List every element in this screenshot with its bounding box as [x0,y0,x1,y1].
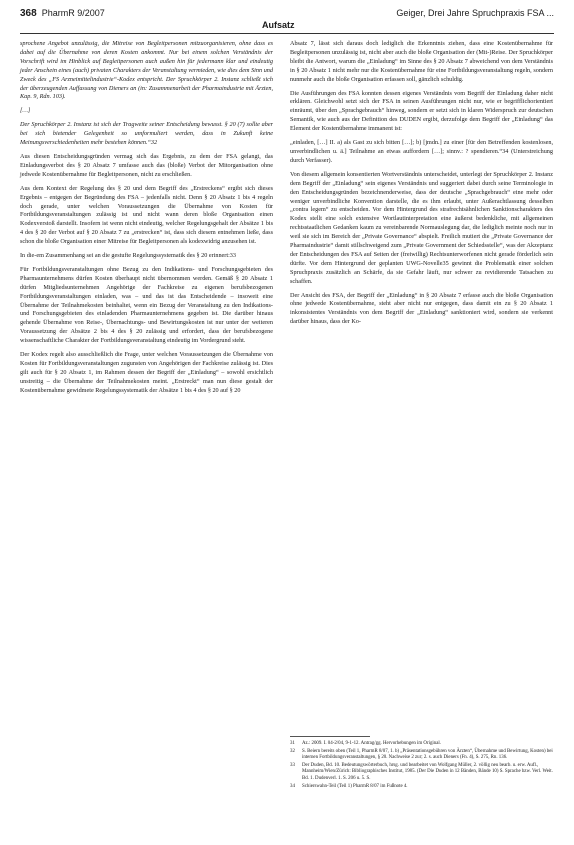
footnote-text: Der Duden, Bd. 10. Bedeutungswörterbuch, hrsg. und bearbeitet von Wolfgang Müller, 2. völlig neu bearb. u. erw. Aufl., Mannheim/Wien/Zürich: Bibliographisches Institut, 1985. (Der Die Duden in 12 Bänden, Bände 10) S. Sprache bzw. Verl. Weit. Bd. 1. Dudenverl. 1. S. 206 u. 5. S. [302,762,553,781]
journal-issue: PharmR 9/2007 [41,8,105,18]
footnote [290,741,553,748]
paragraph: sprochene Angebot unzulässig, die Mitreise von Begleitpersonen mitzuorganisieren, ohne dass es dabei auf die Übernahme von deren Kosten ankommt. Nur bei einem solchen Verständnis der Vorschrift wird im Hinblick auf Begleitpersonen auch außen hin für jedermann klar und eindeutig jeder Anschein eines (auch) privaten Charakters der Veranstaltung vermieden, wie dies dem Sinn und Zweck des „FS Arzneimittelindustrie“-Kodex entspricht. Der Spruchkörper 2. Instanz schließt sich der überzeugenden Auffassung von Dieners an (in: Zusammenarbeit der Pharmaindustrie mit Ärzten, Kap. 9, Rdn. 103). [20,40,273,101]
footnote-number: 31 [290,741,295,746]
footnote [290,784,553,791]
footnote-text: Az.: 2009. I. 04-2/04, 9-1-12. Antrag/gg. Hervorhebungen im Original. [302,741,441,746]
page-header [20,6,554,42]
paragraph: „einladen, […] II. a) als Gast zu sich bitten […]; b) [jmdn.] zu einer [für den Betreffenden kostenlosen, unverbindlichen u. ä.] Teilnahme an etwas auffordern […]; sinnv.: ? spendieren.“34 (Unterstreichung durch Verfasser). [290,139,553,164]
header-left [20,8,105,19]
page-number: 368 [20,8,37,19]
paragraph: Für Fortbildungsveranstaltungen ohne Bezug zu den Indikations- und Forschungsgebieten des Pharmaunternehmens dürfen Kosten überhaupt nicht übernommen werden. Gemäß § 20 Absatz 1 dürfen Mitgliedsunternehmen Angehörige der Fachkreise zu eigenen berufsbezogenen Fortbildungsveranstaltungen einladen, was – und das ist das Entscheidende – insoweit eine Übernahme der Teilnahmekosten beinhaltet, wenn ein Bezug der Veranstaltung zu den Indikations- und Forschungsgebieten des einladenden Pharmaunternehmens gegeben ist. Die darüber hinaus gehende Übernahme von Reise-, Übernachtungs- und Bewirtungskosten ist nur unter der weiteren Voraussetzung der Absätze 2 bis 4 des § 20 zulässig und erfordert, dass der berufsbezogene wissenschaftliche Charakter der Fortbildungsveranstaltung eindeutig im Vordergrund steht. [20,265,273,345]
paragraph: Der Kodex regelt also ausschließlich die Frage, unter welchen Voraussetzungen die Übernahme von Kosten für Fortbildungsveranstaltungen zugunsten von Angehörigen der Fachkreise zulässig ist. Dies gilt auch für § 20 Absatz 1, im Rahmen dessen der Begriff der „Einladung“ – sowohl ersichtlich unstreitig – die Übernahme der Teilnahmekosten meint. „Erstreckt“ man nun diese gestalt der Kostenübernahme gewidmete Regelungssystematik der Absätze 1 bis 4 des § 20 auf § 20 [20,351,273,394]
paragraph: Absatz 7, lässt sich daraus doch lediglich die Erkenntnis ziehen, dass eine Kostenübernahme für Begleitpersonen unzulässig ist, nicht aber auch die bloße Organisation der (Mit-)Reise. Der Spruchkörper bleibt die Antwort, warum die „Einladung“ im Sinne des § 20 Absatz 7 abweichend von dem Verständnis in § 20 Absatz 1 nicht mehr nur die Kostenübernahme für eine Fortbildungsveranstaltung regeln, sondern nunmehr auch die bloße Organisation erfassen soll, gänzlich schuldig. [290,40,553,83]
paragraph: In die-em Zusammenhang sei an die gestufte Regelungssystematik des § 20 erinnert:33 [20,252,236,260]
footnote-text: S. Beiern bereits oben (Teil 1, PharmR 8/07, 1. b) „Präsentationsgebühren von Ärzten“, Übernahme und Bewirtung, Kosten) bei internen Fortbildungsveranstaltungen, § 20. Nachweise 2 zur; 2. s. auch Dieners (Fn. 4), S. 275, Rn. 136. [302,748,553,761]
footnote [290,763,553,783]
paragraph: Von diesem allgemein konsentierten Wortverständnis unterscheidet, unterlegt der Spruchkörper 2. Instanz dem Begriff der „Einladung“ sein eigenes Verständnis und suggeriert dabei durch seine Terminologie in den Entscheidungsgründen bezeichnenderweise, dass der deutsche „Sprachgebrauch“ eine mehr oder weniger unverbindliche Konvention darstelle, die es ihm erlaubt, unter Außerachtlassung desselben „contra legem“ zu entscheiden. Vor dem Hintergrund des strafrechtsähnlichen Sanktionscharakters des Kodex stellt eine solch extensive Wortlautinterpretation eine äußerst bedenkliche, mit allgemeinen rechtsstaatlichen Gedanken kaum zu vereinbarende Normauslegung dar, die lediglich meinte noch nur in weil sie sich im Bereich der „Private Governance“ abspielt. Freilich mutiert die „Private Governance der Pharmaindustrie“ damit stillschweigend zum „Private Government der Schiedsstelle“, was der Akzeptanz der Entscheidungen des FSA auf Seiten der (freiwillig) Rechtsunterworfenen nicht gerade förderlich sein dürfte. Vor dem Hintergrund der geplanten UWG-Novelle35 gewinnt die Problematik einer solchen Spruchpraxis zusätzlich an Schärfe, da sie Gefahr läuft, nur schwer zu revidierende Tatsachen zu schaffen. [290,170,553,285]
footnote-number: 34 [290,783,295,789]
paragraph: […] [20,107,31,115]
footnote-number: 32 [290,748,295,754]
footnote-number: 33 [290,762,295,768]
footnote-text: Schierswahn-Teil (Teil 1) PharmR 8/07 im Fußnote 4. [302,783,408,789]
left-column [20,40,273,401]
footnote-rule [290,736,370,737]
article-running-title: Geiger, Drei Jahre Spruchpraxis FSA ... [396,8,554,18]
paragraph: Der Ansicht des FSA, der Begriff der „Einladung“ in § 20 Absatz 7 erfasse auch die bloße Organisation ohne jedwede Kostenübernahme, steht aber nicht nur entgegen, dass damit ein zu § 20 Absatz 1 inkonsistentes Verständnis von dem Begriff der „Einladung“ sanktioniert wird, sondern sie verkennt darüber hinaus, dass der Ko- [290,291,553,326]
paragraph: Aus dem Kontext der Regelung des § 20 und dem Begriff des „Erstreckens“ ergibt sich dieses Ergebnis – entgegen der Begründung des FSA – jedenfalls nicht. Denn § 20 Absatz 1 bis 4 regeln doch gerade, unter welchen Voraussetzungen die Übernahme von Kosten für Fortbildungsveranstaltungen zulässig ist und nicht wann deren bloße Organisation einen Kodexverstoß darstellt. Insofern ist wenn nicht eindeutig, welcher Regelungsgehalt der Absätze 1 bis 4 des § 20 der Verbot auf § 20 Absatz 7 zu „erstrecken“ ist, dass sich diesem entnehmen ließe, dass schon die bloße Organisation einer Mitreise für Begleitpersonen als kodexwidrig anzusehen ist. [20,184,273,246]
section-label: Aufsatz [262,20,295,30]
paragraph: Aus diesen Entscheidungsgründen vermag sich das Ergebnis, zu dem der FSA gelangt, das Einladungsverbot des § 20 Absatz 7 umfasse auch das (bloße) Verbot der Mitorganisation ohne jedwede Kostenübernahme für Begleitpersonen, nicht zu erschließen. [20,152,273,178]
right-column [290,40,553,332]
footnotes [290,736,553,791]
footnote [290,749,553,762]
header-rule [20,33,554,34]
paragraph: Die Ausführungen des FSA konnten dessen eigenes Verständnis vom Begriff der Einladung daher nicht erklären. Gleichwohl setzt sich der FSA in seinen Ausführungen nicht nur, wie er begrifflichorientiert einräumt, über den „Sprachgebrauch“ hinweg, sondern er setzt sich in klaren Widerspruch zur deutschen Semantik, wie auch aus der Definition des DUDEN ergibt, derzufolge dem Begriff der „Einladung“ das Element der Kostenübernahme immanent ist: [290,89,553,133]
paragraph: Der Spruchkörper 2. Instanz ist sich der Tragweite seiner Entscheidung bewusst. § 20 (7) sollte aber bei sich bietender Gelegenheit so umformuliert werden, dass in Zukunft keine Meinungsverschiedenheiten mehr bestehen können.“32 [20,121,273,147]
